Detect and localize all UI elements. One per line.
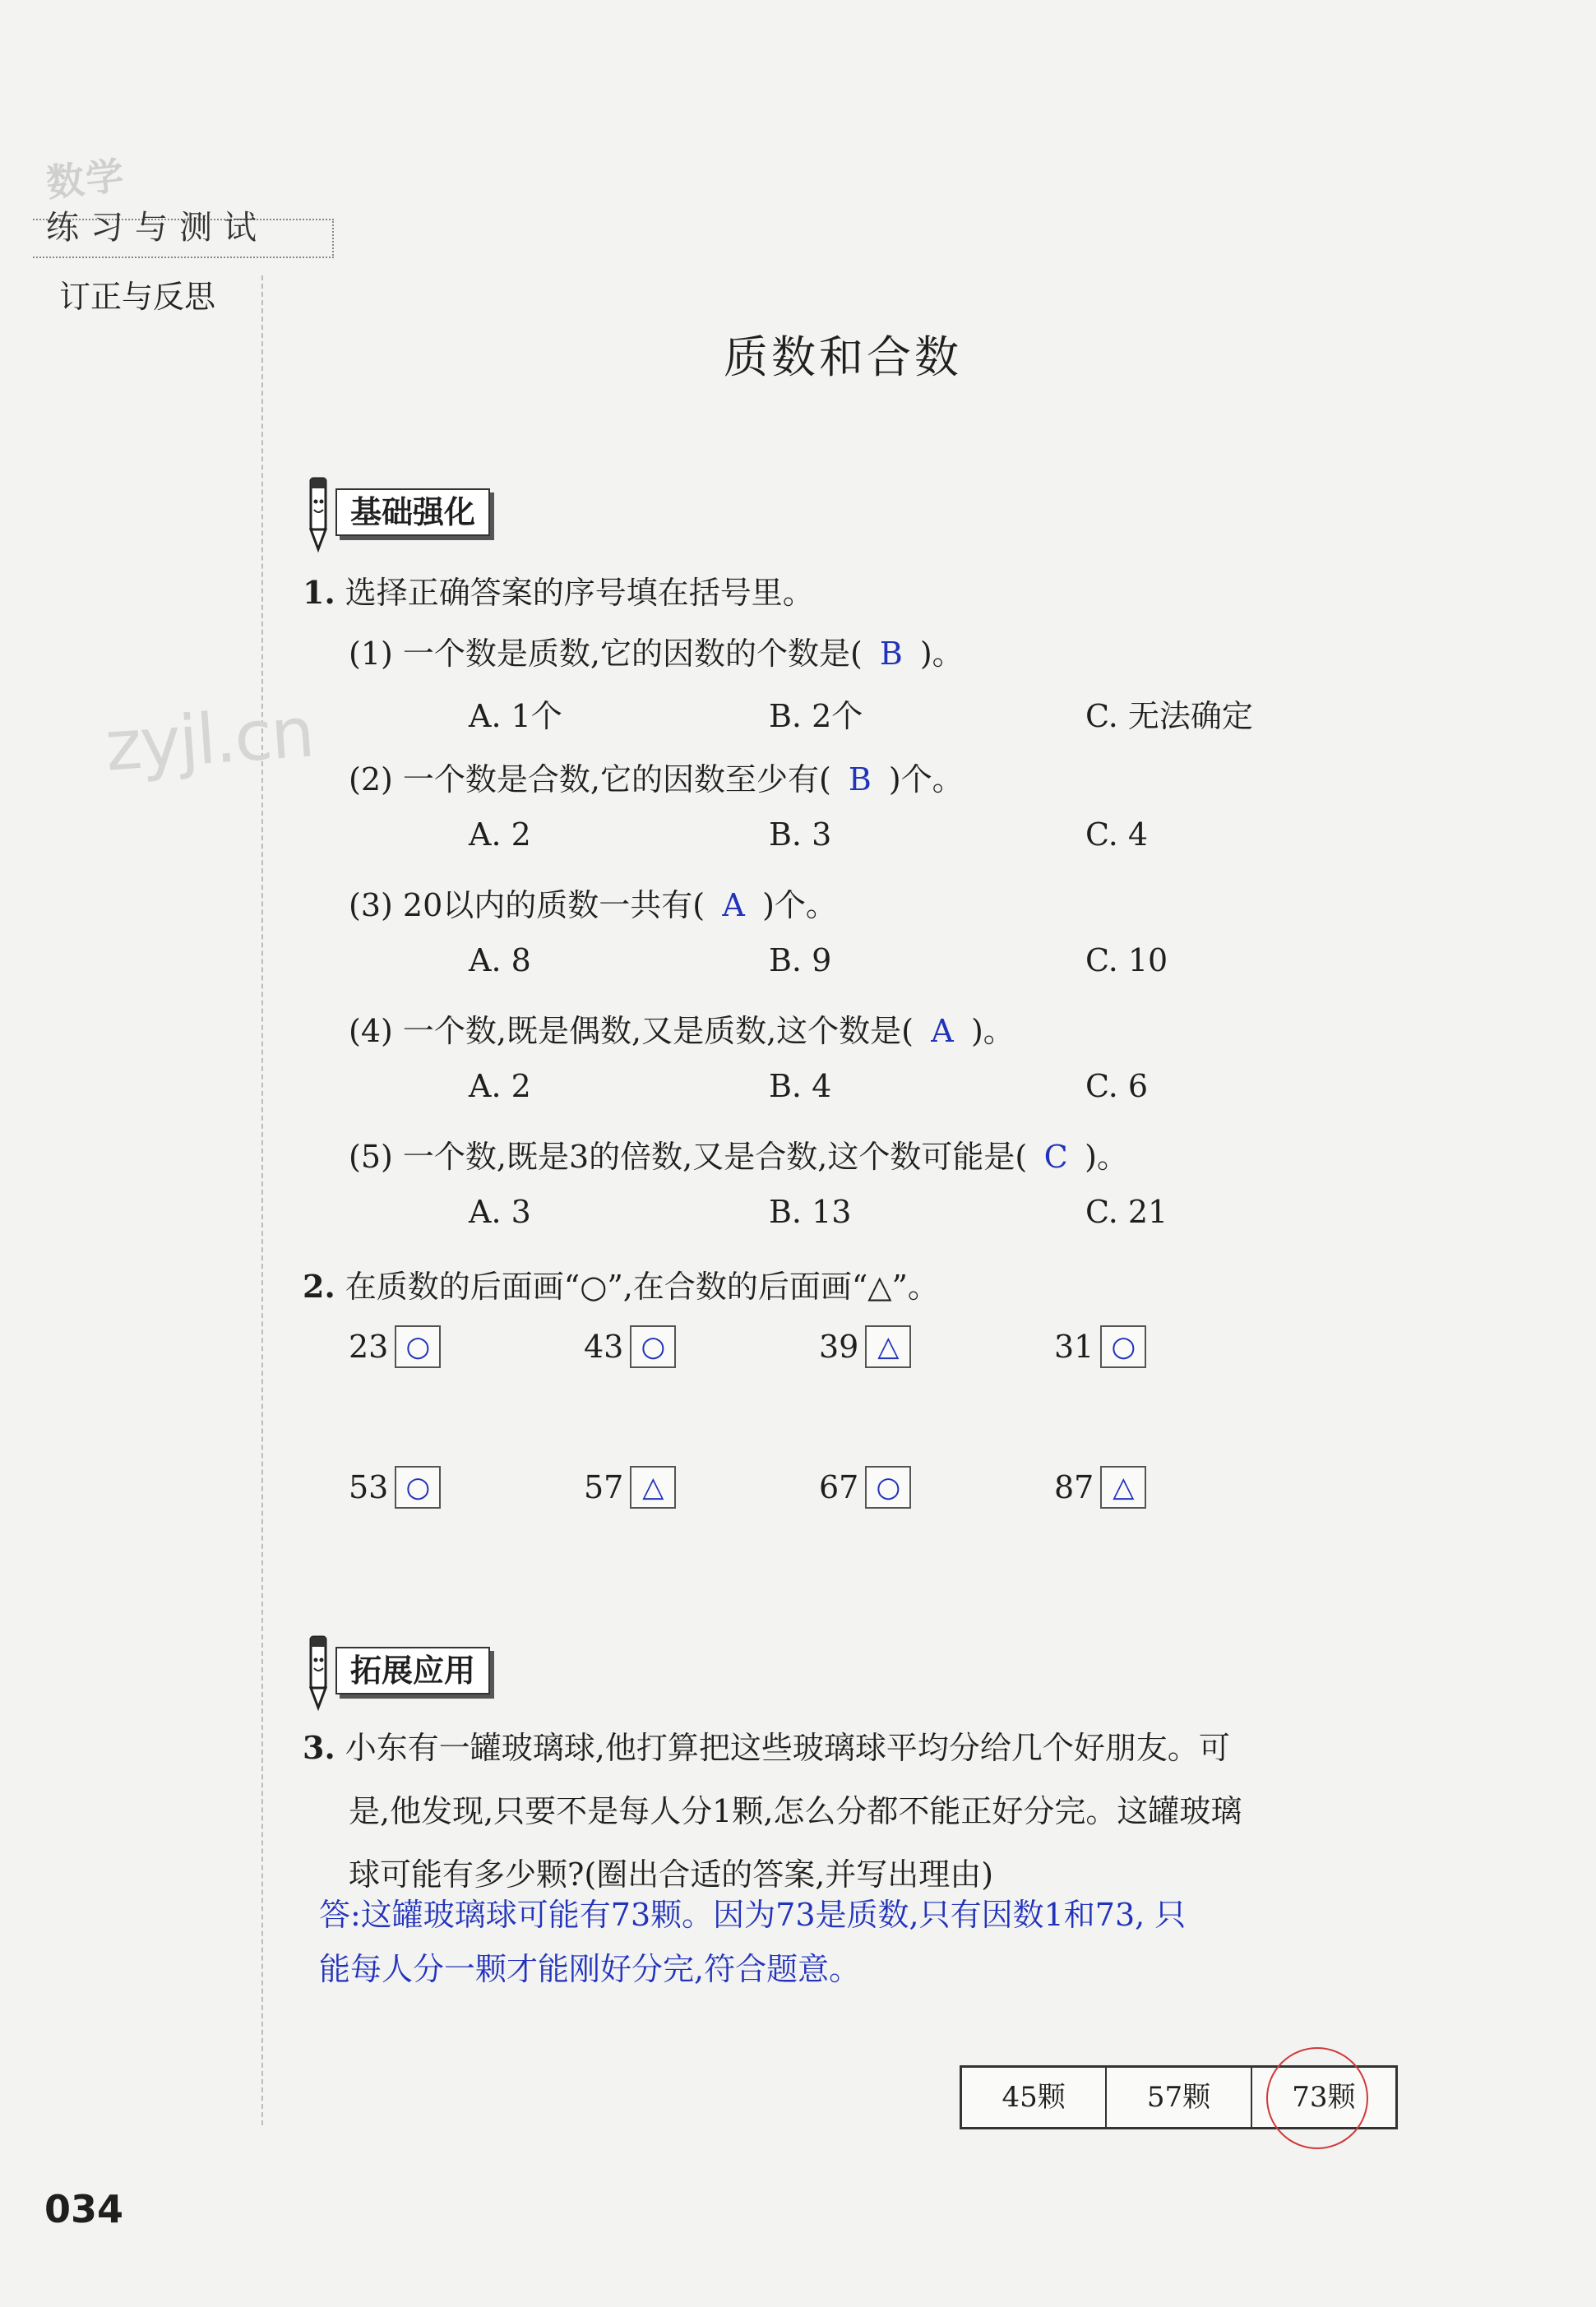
q2-number: 87 [1054,1469,1094,1505]
q1-item-2 [349,754,964,799]
q1-item-tail: )。 [1085,1139,1128,1175]
q1-item-tail: )。 [919,636,964,672]
q3-number: 3. [303,1729,335,1766]
q1-item-1 [349,628,964,673]
q1-item-1-option-c: C. 无法确定 [1085,698,1253,734]
q2-answer-box[interactable]: ○ [630,1325,676,1368]
q2-answer-box[interactable]: △ [630,1466,676,1509]
q1-item-label: (4) 一个数,既是偶数,又是质数,这个数是( [349,1013,914,1049]
page-number: 034 [44,2187,124,2231]
selection-circle [1266,2047,1368,2149]
q1-item-2-option-a: A. 2 [469,816,531,853]
page-title: 质数和合数 [724,331,962,383]
q1-item-3-option-a: A. 8 [469,942,531,978]
q1-item-3-option-b: B. 9 [769,942,832,978]
q1-number: 1. [303,574,335,611]
q1-item-answer[interactable]: B [848,761,872,798]
q1-item-answer[interactable]: A [931,1013,954,1049]
q1-item-1-option-a: A. 1个 [469,698,562,734]
q2-cell [819,1466,911,1510]
q3-choice-73[interactable]: 73颗 [1251,2068,1395,2127]
margin-divider [261,275,263,2125]
q1-item-3 [349,880,837,925]
q1-item-label: (2) 一个数是合数,它的因数至少有( [349,761,831,798]
q2-number: 53 [349,1469,389,1505]
q2-stem [303,1261,939,1306]
q1-item-1-option-b: B. 2个 [769,698,863,734]
pencil-icon [303,1630,335,1713]
series-title: 练习与测试 [46,209,268,247]
q1-item-tail: )个。 [762,887,837,923]
q2-cell [349,1325,441,1370]
q3-answer-line-1: 答:这罐玻璃球可能有73颗。因为73是质数,只有因数1和73, 只 [319,1897,1187,1933]
q1-item-answer[interactable]: A [722,887,745,923]
q1-item-2-option-c: C. 4 [1085,816,1149,853]
q1-item-tail: )。 [970,1013,1015,1049]
q2-stem-text: 在质数的后面画“○”,在合数的后面画“△”。 [345,1269,939,1305]
q2-answer-box[interactable]: △ [1100,1466,1146,1509]
q2-answer-box[interactable]: △ [865,1325,911,1368]
q1-item-2-option-b: B. 3 [769,816,832,853]
q1-item-4-option-b: B. 4 [769,1068,832,1104]
q1-item-5-option-a: A. 3 [469,1194,531,1230]
q2-cell [1054,1325,1146,1370]
q2-answer-box[interactable]: ○ [395,1466,441,1509]
q2-answer-box[interactable]: ○ [865,1466,911,1509]
watermark: zyjl.cn [102,691,316,787]
q1-item-4-option-a: A. 2 [469,1068,531,1104]
q1-item-3-option-c: C. 10 [1085,942,1168,978]
q3-answer [319,1888,1240,1996]
q3-choice-45[interactable]: 45颗 [1002,2081,1066,2114]
q3-choice-57[interactable]: 57颗 [1105,2068,1250,2127]
q2-answer-box[interactable]: ○ [395,1325,441,1368]
q1-item-5-option-b: B. 13 [769,1194,852,1230]
q2-number: 2. [303,1268,335,1305]
pencil-icon [303,472,335,554]
q1-item-answer[interactable]: B [879,636,903,672]
q3-line-2: 是,他发现,只要不是每人分1颗,怎么分都不能正好分完。这罐玻璃 [349,1793,1242,1829]
section-extend-label: 拓展应用 [335,1647,490,1694]
q1-item-label: (3) 20以内的质数一共有( [349,887,705,923]
q1-item-5 [349,1131,1128,1177]
q2-cell [584,1466,676,1510]
q1-item-4-option-c: C. 6 [1085,1068,1149,1104]
margin-label: 订正与反思 [59,279,216,315]
q2-number: 43 [584,1329,624,1365]
q3-answer-line-2: 能每人分一颗才能刚好分完,符合题意。 [319,1951,861,1987]
q2-cell [1054,1466,1146,1510]
subject-logo: 数学 [44,153,127,206]
section-basic-label: 基础强化 [335,488,490,536]
q2-cell [349,1466,441,1510]
q2-number: 57 [584,1469,624,1505]
q1-item-5-option-c: C. 21 [1085,1194,1168,1230]
q2-number: 39 [819,1329,859,1365]
q2-number: 31 [1054,1329,1094,1365]
q1-item-label: (5) 一个数,既是3的倍数,又是合数,这个数可能是( [349,1139,1028,1175]
q1-item-tail: )个。 [888,761,964,798]
q1-item-4 [349,1006,1015,1051]
q2-answer-box[interactable]: ○ [1100,1325,1146,1368]
q1-stem [303,567,814,613]
q1-stem-text: 选择正确答案的序号填在括号里。 [345,575,814,611]
q2-cell [584,1325,676,1370]
q2-number: 67 [819,1469,859,1505]
q2-number: 23 [349,1329,389,1365]
q3-text-1: 小东有一罐玻璃球,他打算把这些玻璃球平均分给几个好朋友。可 [345,1730,1230,1766]
q3-line-3: 球可能有多少颗?(圈出合适的答案,并写出理由) [349,1856,994,1893]
q1-item-label: (1) 一个数是质数,它的因数的个数是( [349,636,863,672]
q2-cell [819,1325,911,1370]
q3-line-1 [303,1722,1230,1768]
q1-item-answer[interactable]: C [1043,1139,1068,1175]
